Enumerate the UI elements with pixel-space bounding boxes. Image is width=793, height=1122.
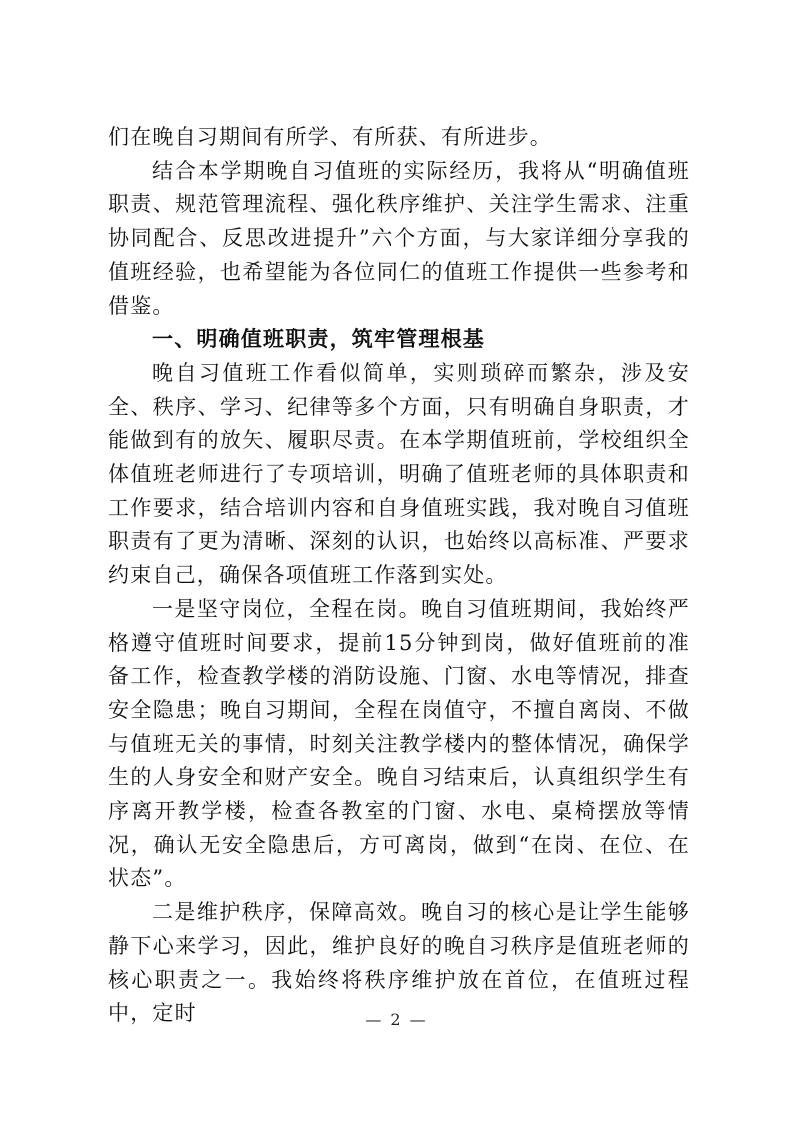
paragraph-intro: 结合本学期晚自习值班的实际经历，我将从“明确值班职责、规范管理流程、强化秩序维护、关注学生需求、注重协同配合、反思改进提升”六个方面，与大家详细分享我的值班经验，也希望能为各位同仁的值班工作提供一些参考和借鉴。 [108,158,690,318]
document-body [108,121,690,1031]
paragraph-point-one: 一是坚守岗位，全程在岗。晚自习值班期间，我始终严格遵守值班时间要求，提前15分钟到岗，做好值班前的准备工作，检查教学楼的消防设施、门窗、水电等情况，排查安全隐患；晚自习期间，全程在岗值守，不擅自离岗、不做与值班无关的事情，时刻关注教学楼内的整体情况，确保学生的人身安全和财产安全。晚自习结束后，认真组织学生有序离开教学楼，检查各教室的门窗、水电、桌椅摆放等情况，确认无安全隐患后，方可离岗，做到“在岗、在位、在状态”。 [108,596,690,891]
section-heading: 一、明确值班职责，筑牢管理根基 [152,327,485,352]
paragraph-point-two: 二是维护秩序，保障高效。晚自习的核心是让学生能够静下心来学习，因此，维护良好的晚自习秩序是值班老师的核心职责之一。我始终将秩序维护放在首位，在值班过程中，定时 [108,900,690,1026]
paragraph-continuation: 们在晚自习期间有所学、有所获、有所进步。 [108,125,552,149]
paragraph-duties: 晚自习值班工作看似简单，实则琐碎而繁杂，涉及安全、秩序、学习、纪律等多个方面，只有明确自身职责，才能做到有的放矢、履职尽责。在本学期值班前，学校组织全体值班老师进行了专项培训，明确了值班老师的具体职责和工作要求，结合培训内容和自身值班实践，我对晚自习值班职责有了更为清晰、深刻的认识，也始终以高标准、严要求约束自己，确保各项值班工作落到实处。 [108,360,690,588]
page-number: — 2 — [365,1010,428,1029]
